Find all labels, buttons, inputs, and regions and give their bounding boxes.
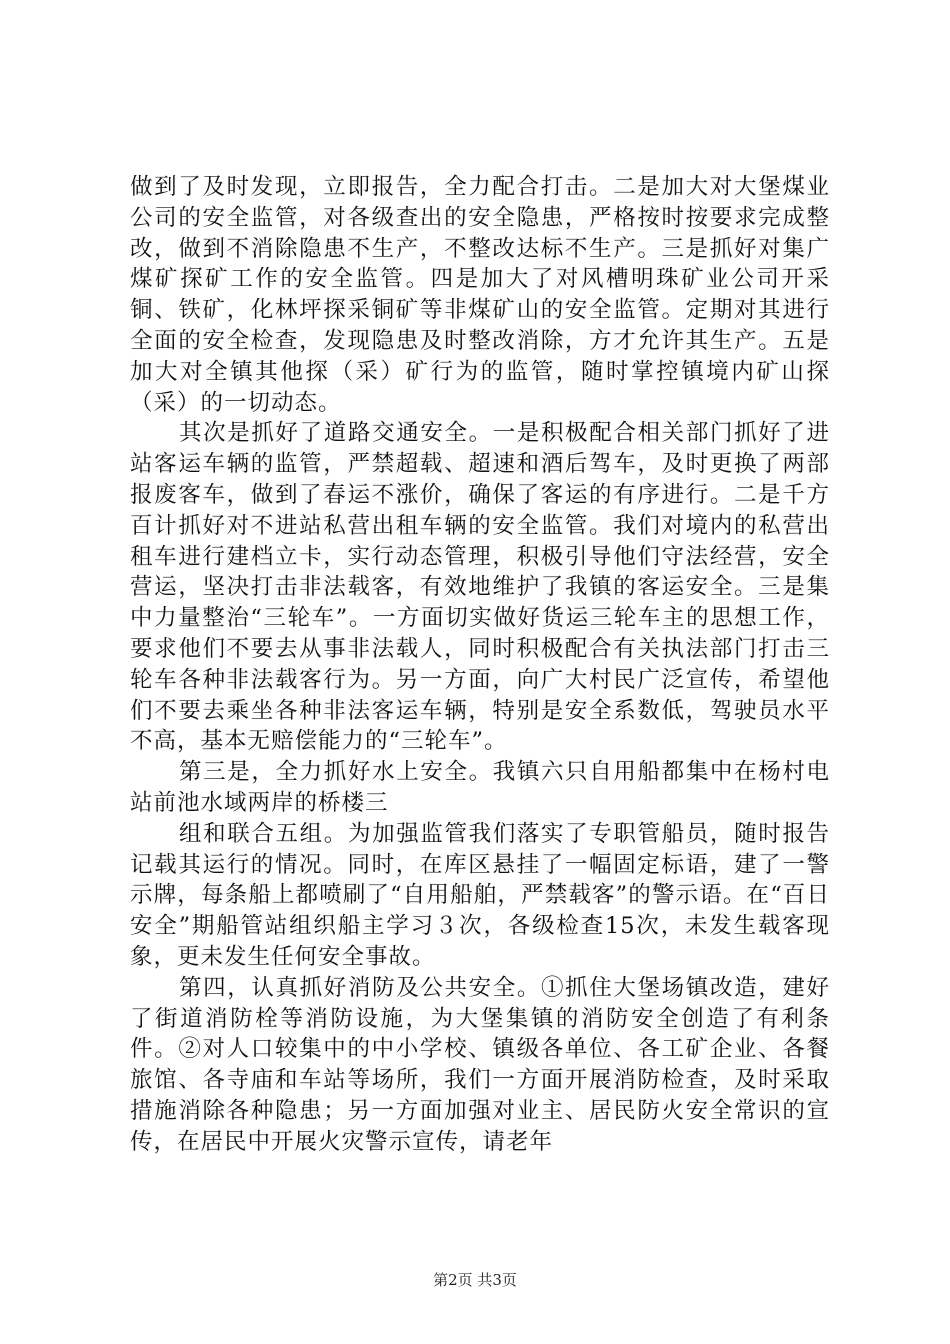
- document-body: [130, 172, 830, 1158]
- paragraph-5: 第四，认真抓好消防及公共安全。①抓住大堡场镇改造，建好了街道消防栓等消防设施，为大堡集镇的消防安全创造了有利条件。②对人口较集中的中小学校、镇级各单位、各工矿企业、各餐旅馆、各寺庙和车站等场所，我们一方面开展消防检查，及时采取措施消除各种隐患；另一方面加强对业主、居民防火安全常识的宣传，在居民中开展火灾警示宣传，请老年: [130, 974, 830, 1155]
- paragraph-3: 第三是，全力抓好水上安全。我镇六只自用船都集中在杨村电站前池水域两岸的桥楼三: [130, 759, 830, 816]
- page-number: 第2页 共3页: [433, 1271, 517, 1289]
- paragraph-4: 组和联合五组。为加强监管我们落实了专职管船员，随时报告记载其运行的情况。同时，在库区悬挂了一幅固定标语，建了一警示牌，每条船上都喷刷了“自用船舶，严禁载客”的警示语。在“百日安全”期船管站组织船主学习３次，各级检查15次，未发生载客现象，更未发生任何安全事故。: [130, 820, 830, 970]
- paragraph-1: 做到了及时发现，立即报告，全力配合打击。二是加大对大堡煤业公司的安全监管，对各级查出的安全隐患，严格按时按要求完成整改，做到不消除隐患不生产，不整改达标不生产。三是抓好对集广煤矿探矿工作的安全监管。四是加大了对风槽明珠矿业公司开采铜、铁矿，化林坪探采铜矿等非煤矿山的安全监管。定期对其进行全面的安全检查，发现隐患及时整改消除，方才允许其生产。五是加大对全镇其他探（采）矿行为的监管，随时掌控镇境内矿山探（采）的一切动态。: [130, 174, 830, 416]
- paragraph-2: 其次是抓好了道路交通安全。一是积极配合相关部门抓好了进站客运车辆的监管，严禁超载、超速和酒后驾车，及时更换了两部报废客车，做到了春运不涨价，确保了客运的有序进行。二是千方百计抓好对不进站私营出租车辆的安全监管。我们对境内的私营出租车进行建档立卡，实行动态管理，积极引导他们守法经营，安全营运，坚决打击非法载客，有效地维护了我镇的客运安全。三是集中力量整治“三轮车”。一方面切实做好货运三轮车主的思想工作，要求他们不要去从事非法载人，同时积极配合有关执法部门打击三轮车各种非法载客行为。另一方面，向广大村民广泛宣传，希望他们不要去乘坐各种非法客运车辆，特别是安全系数低，驾驶员水平不高，基本无赔偿能力的“三轮车”。: [130, 420, 830, 755]
